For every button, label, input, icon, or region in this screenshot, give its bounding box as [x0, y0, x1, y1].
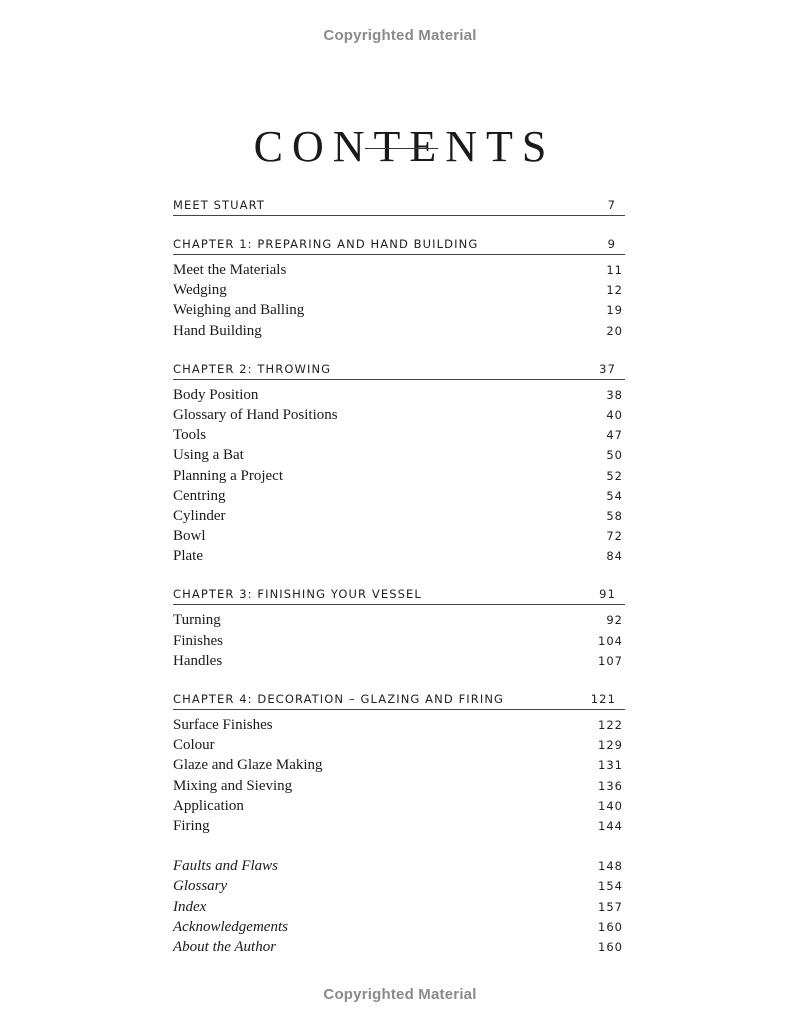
entry-page-number: 104 [598, 633, 623, 648]
entry-page-number: 38 [606, 387, 623, 402]
entry-title: Using a Bat [173, 447, 244, 464]
entry-page-number: 58 [606, 508, 623, 523]
toc-entry[interactable] [173, 321, 625, 341]
toc-entry[interactable] [173, 486, 625, 506]
toc-entry[interactable] [173, 610, 625, 630]
toc-entry[interactable] [173, 897, 625, 917]
entry-title: Glossary of Hand Positions [173, 406, 338, 423]
chapter-title: CHAPTER 4: DECORATION – GLAZING AND FIRING [173, 692, 505, 706]
title-divider [365, 148, 438, 149]
entry-title: Finishes [173, 632, 224, 649]
entry-page-number: 84 [606, 549, 623, 564]
entry-page-number: 129 [598, 738, 623, 753]
chapter-title: CHAPTER 3: FINISHING YOUR VESSEL [173, 587, 422, 602]
entry-title: Surface Finishes [173, 717, 273, 733]
entry-title: Mixing and Sieving [173, 777, 293, 794]
toc-entry[interactable] [173, 876, 625, 896]
entry-title: Wedging [173, 282, 227, 299]
entry-page-number: 160 [598, 919, 623, 934]
toc-entry[interactable] [173, 466, 625, 486]
entry-page-number: 148 [598, 859, 623, 874]
chapter-title: MEET STUART [173, 198, 266, 212]
chapter-title: CHAPTER 2: THROWING [173, 361, 332, 376]
entry-page-number: 19 [606, 303, 623, 318]
toc-entry[interactable] [173, 526, 625, 546]
toc-entry[interactable] [173, 856, 625, 876]
toc-entry[interactable] [173, 917, 625, 937]
entry-title: Turning [173, 612, 221, 629]
toc-back-matter [173, 856, 625, 957]
table-of-contents [173, 197, 625, 977]
toc-entry[interactable] [173, 385, 625, 405]
entry-title: Planning a Project [173, 467, 283, 484]
toc-entry[interactable] [173, 405, 625, 425]
toc-entry[interactable] [173, 506, 625, 526]
page-title: CONTENTS [253, 122, 556, 172]
entry-page-number: 136 [598, 778, 623, 793]
toc-entry[interactable] [173, 715, 625, 735]
entry-title: Glaze and Glaze Making [173, 757, 323, 774]
entry-title: Weighing and Balling [173, 302, 305, 319]
entry-page-number: 40 [606, 407, 623, 422]
toc-chapter-heading[interactable] [173, 586, 625, 605]
entry-title: Cylinder [173, 507, 226, 524]
entry-page-number: 20 [606, 323, 623, 338]
entry-title: Centring [173, 487, 226, 504]
entry-page-number: 11 [606, 263, 623, 277]
entry-title: Plate [173, 548, 203, 565]
toc-chapter-heading[interactable] [173, 197, 625, 216]
entry-title: Handles [173, 652, 223, 669]
entry-title: Colour [173, 737, 215, 754]
chapter-page-number: 9 [607, 237, 616, 251]
chapter-page-number: 121 [590, 692, 616, 706]
toc-section-meet-stuart [173, 197, 625, 216]
entry-page-number: 107 [598, 653, 623, 668]
entry-title: About the Author [173, 938, 277, 955]
entry-page-number: 54 [606, 488, 623, 503]
entry-title: Bowl [173, 528, 206, 545]
copyright-watermark-bottom: Copyrighted Material [323, 986, 477, 1003]
toc-entry[interactable] [173, 546, 625, 566]
entry-page-number: 160 [598, 939, 623, 954]
toc-entry[interactable] [173, 445, 625, 465]
entry-page-number: 50 [606, 448, 623, 463]
entry-title: Index [173, 898, 207, 915]
entry-page-number: 154 [598, 879, 623, 894]
entry-page-number: 12 [606, 283, 623, 298]
toc-entry[interactable] [173, 631, 625, 651]
entry-page-number: 131 [598, 758, 623, 773]
toc-entry[interactable] [173, 816, 625, 836]
toc-entry[interactable] [173, 776, 625, 796]
toc-entry[interactable] [173, 651, 625, 671]
entry-title: Faults and Flaws [173, 858, 279, 875]
entry-page-number: 122 [598, 718, 623, 732]
entry-title: Meet the Materials [173, 262, 287, 278]
chapter-title: CHAPTER 1: PREPARING AND HAND BUILDING [173, 237, 479, 251]
chapter-page-number: 37 [599, 361, 616, 376]
toc-entry[interactable] [173, 755, 625, 775]
toc-chapter-heading[interactable] [173, 691, 625, 710]
entry-page-number: 92 [606, 613, 623, 628]
entry-title: Glossary [173, 878, 228, 895]
toc-entry[interactable] [173, 735, 625, 755]
entry-page-number: 72 [606, 529, 623, 544]
entry-page-number: 144 [598, 818, 623, 833]
entry-title: Body Position [173, 386, 259, 403]
toc-entry[interactable] [173, 425, 625, 445]
toc-entry[interactable] [173, 937, 625, 957]
chapter-page-number: 91 [599, 587, 616, 602]
toc-chapter-heading[interactable] [173, 361, 625, 380]
entry-page-number: 157 [598, 899, 623, 914]
entry-page-number: 52 [606, 468, 623, 483]
toc-entry[interactable] [173, 280, 625, 300]
toc-section-chapter-4 [173, 691, 625, 836]
entry-page-number: 140 [598, 798, 623, 813]
toc-entry[interactable] [173, 260, 625, 280]
entry-title: Application [173, 797, 244, 814]
toc-section-chapter-3 [173, 586, 625, 671]
entry-title: Acknowledgements [173, 918, 288, 935]
toc-section-chapter-1 [173, 236, 625, 341]
chapter-page-number: 7 [607, 198, 616, 212]
entry-title: Firing [173, 817, 210, 834]
entry-title: Tools [173, 427, 207, 444]
toc-entry[interactable] [173, 300, 625, 320]
entry-page-number: 47 [606, 428, 623, 443]
toc-entry[interactable] [173, 796, 625, 816]
entry-title: Hand Building [173, 322, 262, 339]
toc-section-chapter-2 [173, 361, 625, 567]
toc-chapter-heading[interactable] [173, 236, 625, 255]
copyright-watermark-top: Copyrighted Material [323, 27, 477, 44]
